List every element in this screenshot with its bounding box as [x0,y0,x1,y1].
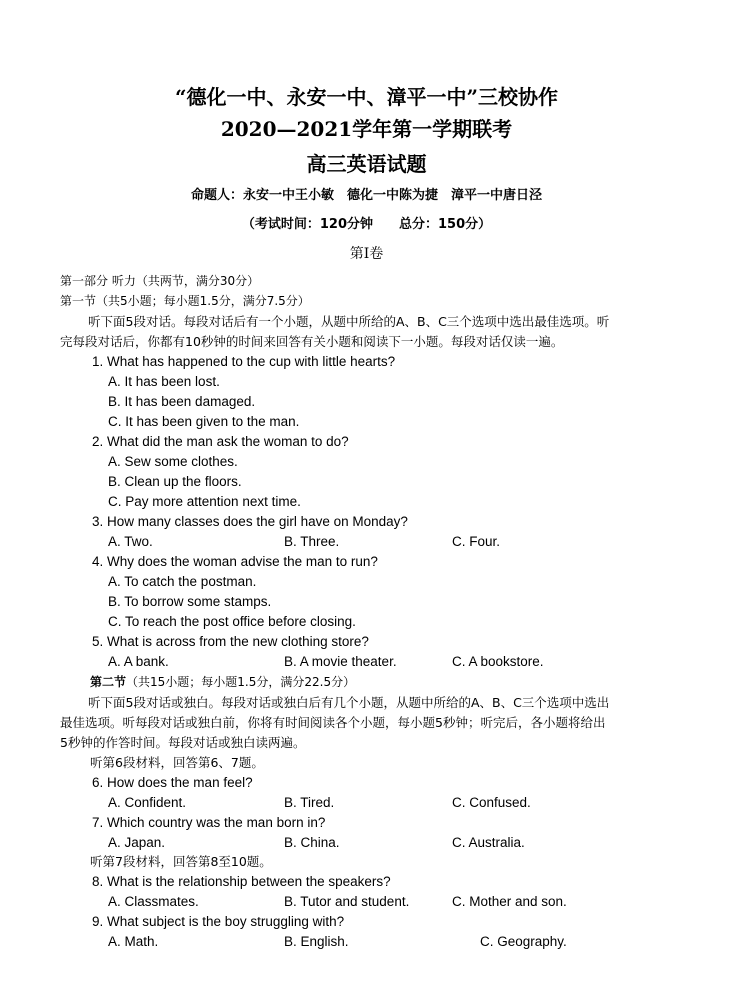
question-2-option-b: B. Clean up the floors. [108,474,242,489]
question-4-option-c: C. To reach the post office before closing. [108,614,356,629]
question-9-option-a: A. Math. [108,934,159,949]
question-5-option-b: B. A movie theater. [284,654,397,669]
exam-title-subject: 高三英语试题 [306,152,427,176]
question-3-option-b: B. Three. [284,534,340,549]
question-6-option-a: A. Confident. [108,795,187,810]
question-1-option-b: B. It has been damaged. [108,394,256,409]
material-6-label: 听第6段材料，回答第6、7题。 [90,755,264,770]
part1-heading: 第一部分 听力（共两节，满分30分） [60,274,260,288]
question-4-option-b: B. To borrow some stamps. [108,594,272,609]
exam-title-term: 2020—2021学年第一学期联考 [220,117,513,141]
material-7-label: 听第7段材料，回答第8至10题。 [90,854,272,869]
question-8-option-b: B. Tutor and student. [284,894,410,909]
section2-heading [90,673,355,691]
section2-instructions-line2: 最佳选项。听每段对话或独白前，你将有时间阅读各个小题，每小题5秒钟；听完后，各小题将给出 [60,715,606,730]
question-7-option-c: C. Australia. [452,835,525,850]
question-2: 2. What did the man ask the woman to do? [92,434,349,449]
volume-label: 第Ⅰ卷 [349,246,384,262]
question-5: 5. What is across from the new clothing store? [92,634,369,649]
section1-heading: 第一节（共5小题；每小题1.5分，满分7.5分） [60,294,310,308]
question-8-option-c: C. Mother and son. [452,894,567,909]
question-2-option-c: C. Pay more attention next time. [108,494,301,509]
exam-authors: 命题人：永安一中王小敏 德化一中陈为捷 漳平一中唐日泾 [190,188,542,203]
question-1-option-c: C. It has been given to the man. [108,414,300,429]
question-6-option-c: C. Confused. [452,795,531,810]
question-3-option-a: A. Two. [108,534,153,549]
question-8-option-a: A. Classmates. [108,894,199,909]
section2-instructions-line1: 听下面5段对话或独白。每段对话或独白后有几个小题，从题中所给的A、B、C三个选项中选出 [88,695,610,710]
question-7-option-b: B. China. [284,835,340,850]
section1-instructions-line1: 听下面5段对话。每段对话后有一个小题，从题中所给的A、B、C三个选项中选出最佳选项。听 [88,314,610,329]
question-9: 9. What subject is the boy struggling with? [92,914,345,929]
question-1-option-a: A. It has been lost. [108,374,220,389]
question-1: 1. What has happened to the cup with little hearts? [92,354,396,369]
question-4: 4. Why does the woman advise the man to run? [92,554,378,569]
section2-heading-detail: （共15小题；每小题1.5分，满分22.5分） [126,675,356,689]
question-4-option-a: A. To catch the postman. [108,574,257,589]
question-6-option-b: B. Tired. [284,795,335,810]
question-9-option-c: C. Geography. [480,934,567,949]
question-3: 3. How many classes does the girl have on Monday? [92,514,408,529]
question-3-option-c: C. Four. [452,534,501,549]
exam-time-info: （考试时间：120分钟 总分：150分） [241,217,492,232]
question-5-option-c: C. A bookstore. [452,654,544,669]
question-5-option-a: A. A bank. [108,654,169,669]
section2-instructions-line3: 5秒钟的作答时间。每段对话或独白读两遍。 [60,735,306,750]
question-7-option-a: A. Japan. [108,835,166,850]
question-9-option-b: B. English. [284,934,349,949]
exam-title-schools: “德化一中、永安一中、漳平一中”三校协作 [174,85,558,109]
question-6: 6. How does the man feel? [92,775,253,790]
question-8: 8. What is the relationship between the speakers? [92,874,391,889]
section2-heading-label: 第二节 [90,675,127,689]
question-7: 7. Which country was the man born in? [92,815,326,830]
question-2-option-a: A. Sew some clothes. [108,454,238,469]
section1-instructions-line2: 完每段对话后，你都有10秒钟的时间来回答有关小题和阅读下一小题。每段对话仅读一遍。 [60,334,564,349]
